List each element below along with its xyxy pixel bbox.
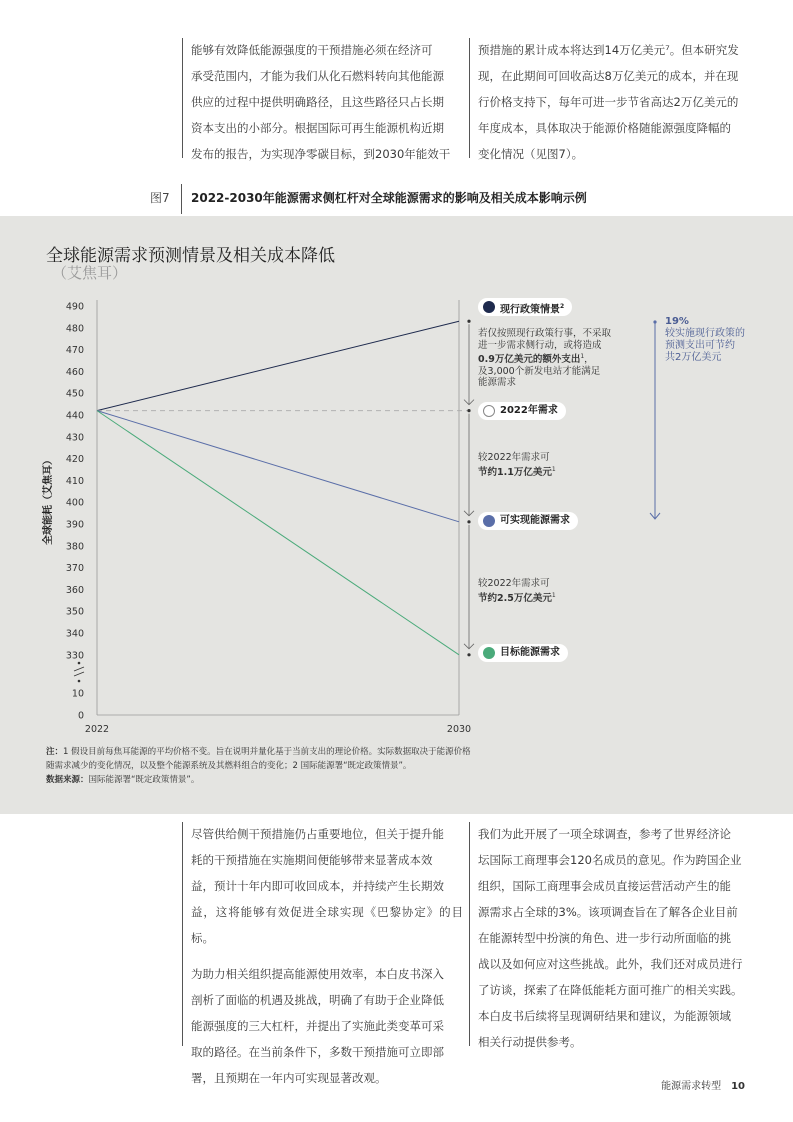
y-tick-label: 420 (65, 454, 84, 466)
y-tick-label: 360 (65, 584, 84, 596)
text-line: 在能源转型中扮演的角色、进一步行动所面临的挑 (478, 931, 731, 945)
text-line: 组织，国际工商理事会成员直接运营活动产生的能 (478, 879, 731, 893)
saving-line: 共2万亿美元 (665, 352, 722, 363)
axis-break-mark (74, 672, 84, 676)
annotation-achievable (478, 452, 556, 478)
annotation-target (478, 578, 556, 604)
text-line: 能够有效降低能源强度的干预措施必须在经济可 (191, 43, 433, 57)
series-end-dot (467, 320, 470, 323)
text-line: 益，预计十年内即可收回成本，并持续产生长期效 (191, 879, 444, 893)
x-tick-label: 2030 (446, 724, 472, 735)
series-end-dot (467, 520, 470, 523)
note-label: 注： (46, 747, 64, 757)
y-tick-label: 10 (71, 688, 84, 700)
text-line: 战以及如何应对这些挑战。此外，我们还对成员进行 (478, 957, 743, 971)
top-right-rule (469, 38, 470, 158)
text-line: 变化情况（见图7）。 (478, 147, 584, 161)
y-axis-label: 全球能耗（艾焦耳） (43, 455, 54, 545)
saving-line: 较实施现行政策的 (665, 328, 745, 339)
y-tick-label: 460 (65, 366, 84, 378)
bottom-left-rule (182, 822, 183, 1046)
y-tick-label: 340 (65, 628, 84, 640)
saving-line: 预测支出可节约 (665, 340, 735, 351)
y-tick-label: 390 (65, 519, 84, 531)
note-line (46, 773, 566, 787)
annotation-line: 及3,000个新发电站才能满足 (478, 365, 601, 377)
y-tick-label: 450 (65, 388, 84, 400)
legend-dot-icon (483, 515, 495, 527)
annotation-footnote: 1 (551, 465, 556, 473)
text-line: 发布的报告，为实现净零碳目标，到2030年能效干 (191, 147, 451, 161)
legend-dot-icon (483, 301, 495, 313)
text-line: 相关行动提供参考。 (478, 1035, 582, 1049)
annotation-line (478, 590, 556, 605)
annotation-line: 较2022年需求可 (478, 578, 550, 589)
y-tick-label: 350 (65, 606, 84, 618)
y-tick-label: 330 (65, 650, 84, 662)
annotation-line: 若仅按照现行政策行事，不采取 (478, 328, 612, 339)
footer-section: 能源需求转型 (661, 1081, 722, 1092)
legend-dot-icon (483, 647, 495, 659)
series-line (97, 321, 459, 410)
text-line: 供应的过程中提供明确路径，且这些路径只占长期 (191, 95, 444, 109)
text-line: 承受范围内，才能为我们从化石燃料转向其他能源 (191, 69, 444, 83)
chart-svg (0, 216, 793, 814)
top-right-column (478, 37, 750, 167)
source-text: 国际能源署“既定政策情景”。 (88, 775, 200, 785)
text-line: 年度成本，具体取决于能源价格随能源强度降幅的 (478, 121, 731, 135)
legend-achievable (478, 512, 578, 530)
text-line: 尽管供给侧干预措施仍占重要地位，但关于提升能 (191, 827, 444, 841)
y-tick-label: 430 (65, 432, 84, 444)
legend-target (478, 644, 568, 662)
y-tick-label: 440 (65, 410, 84, 422)
text-line: 行价格支持下，每年可进一步节省高达2万亿美元的 (478, 95, 739, 109)
y-tick-label: 410 (65, 475, 84, 487)
annotation-line (478, 464, 556, 479)
figure-label: 图7 (150, 191, 170, 205)
page-footer (661, 1077, 745, 1092)
y-tick-label: 480 (65, 323, 84, 335)
note-line: 随需求减少的变化情况，以及整个能源系统及其燃料组合的变化；2 国际能源署“既定政策情景”。 (46, 761, 412, 771)
legend-current-policy (478, 298, 572, 316)
legend-footnote: 2 (560, 303, 565, 310)
bottom-right-rule (469, 822, 470, 1046)
series-end-dot (467, 409, 470, 412)
figure-caption-rule (181, 184, 182, 214)
text-line: 署，且预期在一年内可实现显著改观。 (191, 1071, 387, 1085)
annotation-line: 进一步需求侧行动，或将造成 (478, 339, 602, 351)
annotation-line: 能源需求 (478, 377, 517, 389)
note-text: 1 假设目前每焦耳能源的平均价格不变。旨在说明并量化基于当前支出的理论价格。实际数据取决于能源价格 (63, 747, 471, 757)
annotation-footnote: 1 (580, 353, 585, 360)
annotation-bold: 节约1.1万亿美元 (478, 466, 552, 478)
series-end-dot (467, 653, 470, 656)
text-line: 本白皮书后续将呈现调研结果和建议，为能源领域 (478, 1009, 731, 1023)
legend-label: 可实现能源需求 (500, 515, 570, 526)
legend-dot-icon (483, 405, 495, 417)
text-line: 剖析了面临的机遇及挑战，明确了有助于企业降低 (191, 993, 444, 1007)
annotation-bold: 节约2.5万亿美元 (478, 592, 552, 604)
axis-break-mark (74, 667, 84, 671)
source-label: 数据来源： (46, 775, 89, 785)
y-tick-label: 490 (65, 301, 84, 313)
bottom-right-column (478, 821, 750, 1055)
annotation-footnote: 1 (551, 591, 556, 599)
chart-markers (464, 320, 474, 657)
legend-2022-demand (478, 402, 566, 420)
text-line: 能源强度的三大杠杆，并提出了实施此类变革可采 (191, 1019, 444, 1033)
y-tick-label: 470 (65, 345, 84, 357)
annotation-bold: 0.9万亿美元的额外支出 (478, 354, 581, 366)
annotation-line (478, 351, 611, 366)
text-line: 坛国际工商理事会120名成员的意见。作为跨国企业 (478, 853, 742, 867)
y-tick-label: 370 (65, 563, 84, 575)
note-line (46, 745, 566, 759)
chart-axes (97, 300, 459, 715)
y-tick-label: 380 (65, 541, 84, 553)
top-left-column (191, 37, 463, 167)
saving-annotation (665, 316, 745, 364)
saving-arrow-dot (653, 320, 656, 323)
figure-title: 2022-2030年能源需求侧杠杆对全球能源需求的影响及相关成本影响示例 (191, 191, 587, 205)
chart-notes (46, 745, 566, 787)
text-line: 益，这将能够有效促进全球实现《巴黎协定》的目标。 (191, 905, 463, 945)
y-tick-label: 0 (77, 710, 84, 722)
text-line: 预措施的累计成本将达到14万亿美元⁷。但本研究发 (478, 43, 739, 57)
annotation-line: 较2022年需求可 (478, 452, 550, 463)
axis-break-dot (78, 662, 81, 665)
saving-percent: 19% (665, 316, 689, 327)
chart-title: 全球能源需求预测情景及相关成本降低 (46, 246, 335, 266)
text-line: 我们为此开展了一项全球调查，参考了世界经济论 (478, 827, 731, 841)
legend-label: 现行政策情景 (500, 304, 560, 316)
x-tick-label: 2022 (84, 724, 110, 735)
bottom-left-column (191, 821, 463, 1091)
text-line: 为助力相关组织提高能源使用效率，本白皮书深入 (191, 967, 444, 981)
text-line: 耗的干预措施在实施期间便能够带来显著成本效 (191, 853, 433, 867)
text-line: 取的路径。在当前条件下，多数干预措施可立即部 (191, 1045, 444, 1059)
page-number: 10 (731, 1081, 745, 1092)
legend-label: 目标能源需求 (500, 647, 560, 658)
text-line: 源需求占全球的3%。该项调查旨在了解各企业目前 (478, 905, 738, 919)
text-line: 资本支出的小部分。根据国际可再生能源机构近期 (191, 121, 444, 135)
legend-label: 2022年需求 (500, 405, 558, 416)
y-tick-labels (66, 302, 84, 722)
annotation-current-policy (478, 328, 611, 389)
top-left-rule (182, 38, 183, 158)
series-line (97, 411, 459, 655)
chart-unit: （艾焦耳） (52, 264, 128, 282)
axis-break-dot (78, 680, 81, 683)
annotation-tail: ， (584, 354, 594, 366)
text-line: 现，在此期间可回收高达8万亿美元的成本，并在现 (478, 69, 739, 83)
text-line: 了访谈，探索了在降低能耗方面可推广的相关实践。 (478, 983, 743, 997)
series-line (97, 411, 459, 522)
chart-series (97, 321, 470, 655)
y-tick-label: 400 (65, 497, 84, 509)
